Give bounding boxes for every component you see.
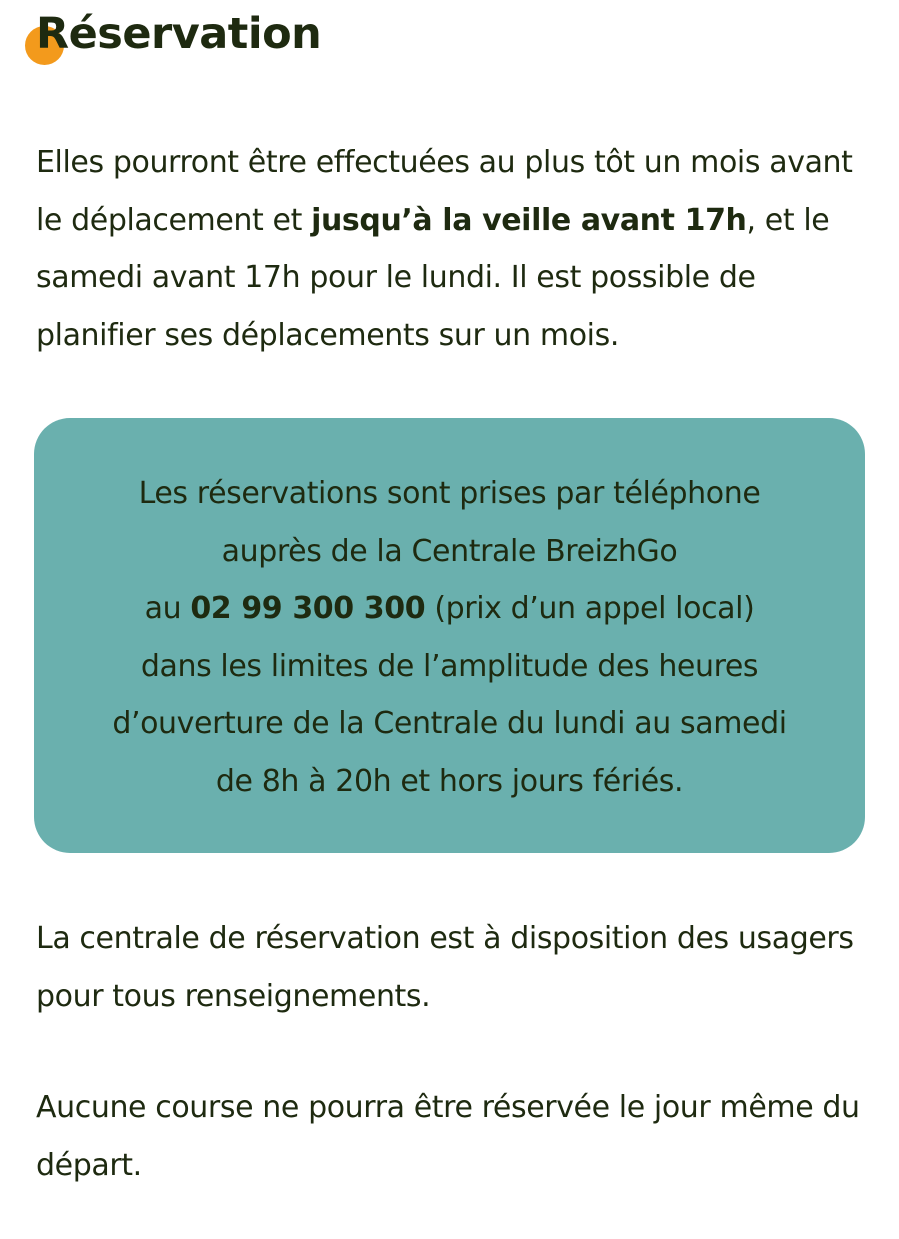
callout-line: de 8h à 20h et hors jours fériés. xyxy=(215,763,684,799)
callout-phone-line xyxy=(0,580,899,638)
callout-line: dans les limites de l’amplitude des heures xyxy=(140,648,759,684)
same-day-notice-paragraph: Aucune course ne pourra être réservée le jour même du départ. xyxy=(36,1090,860,1183)
booking-deadline-highlight: jusqu’à la veille avant 17h xyxy=(311,202,747,238)
info-paragraph: La centrale de réservation est à disposition des usagers pour tous renseignements. xyxy=(36,921,854,1014)
page-title xyxy=(36,6,321,62)
callout-line: d’ouverture de la Centrale du lundi au samedi xyxy=(112,706,787,741)
booking-window-paragraph xyxy=(36,134,871,364)
booking-window-text: Elles pourront être effectuées au plus tôt un mois avant le déplacement et xyxy=(36,145,853,238)
callout-phone-suffix: (prix d’un appel local) xyxy=(425,591,755,626)
callout-line: Les réservations sont prises par téléphone xyxy=(138,476,761,511)
booking-window-text-end: , et le samedi avant 17h pour le lundi. Il est possible de planifier ses déplacements sur un mois. xyxy=(36,202,830,353)
callout-line: auprès de la Centrale BreizhGo xyxy=(221,533,678,569)
page-title-text: Réservation xyxy=(36,9,322,59)
phone-booking-callout-text xyxy=(0,465,899,810)
callout-phone-prefix: au xyxy=(144,591,191,626)
phone-number: 02 99 300 300 xyxy=(190,591,426,626)
